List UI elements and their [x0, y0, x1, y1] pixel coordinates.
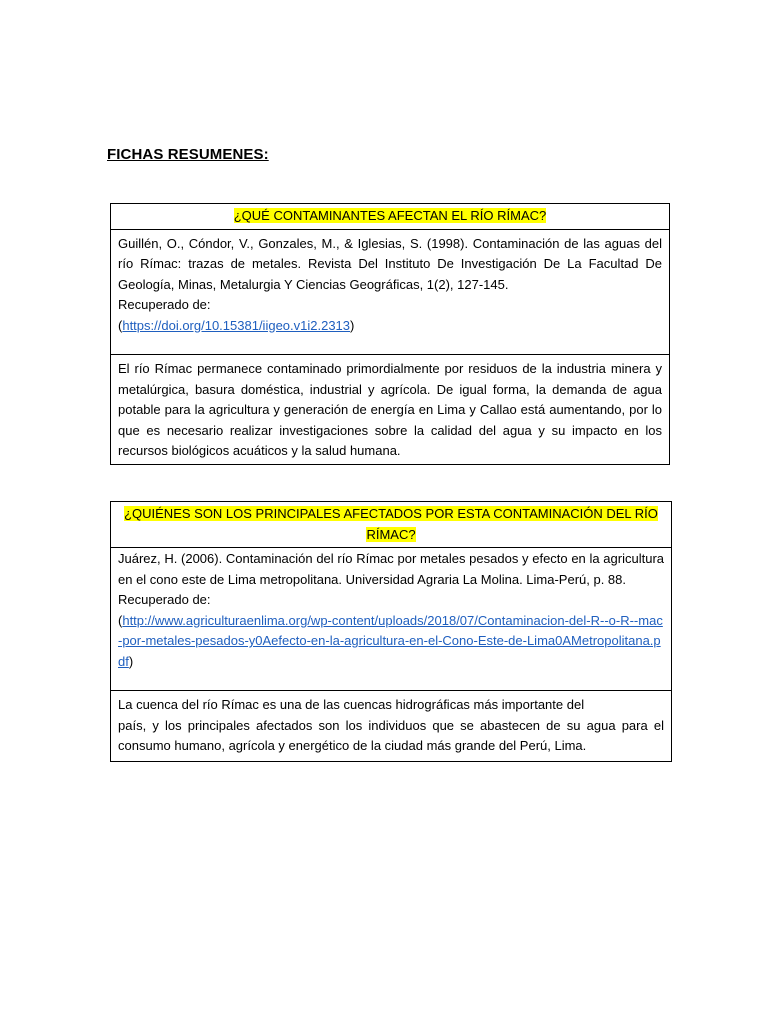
card-reference: Guillén, O., Cóndor, V., Gonzales, M., & Iglesias, S. (1998). Contaminación de las aguas del río Rímac: trazas de metales. Revista Del Instituto De Investigación De La Facultad De Geología, Minas, Metalurgia Y Ciencias Geográficas, 1(2), 127-145. [118, 235, 662, 292]
card-question-cell [111, 502, 671, 548]
reference-link-line [118, 316, 662, 337]
page-title: FICHAS RESUMENES: [107, 146, 269, 163]
card-summary-cell [111, 355, 669, 464]
retrieved-label: Recuperado de: [118, 592, 211, 607]
card-reference: Juárez, H. (2006). Contaminación del río Rímac por metales pesados y efecto en la agricultura en el cono este de Lima metropolitana. Universidad Agraria La Molina. Lima-Perú, p. 88. [118, 551, 664, 587]
paren-close: ) [350, 317, 355, 333]
paren-open: ( [118, 612, 123, 628]
reference-link[interactable]: http://www.agriculturaenlima.org/wp-content/uploads/2018/07/Contaminacion-del-R--o-R--mac-por-metales-pesados-y0Aefecto-en-la-agricultura-en-el-Cono-Este-de-Lima0AMetropolitana.pdf [118, 612, 663, 669]
summary-card-1 [110, 203, 670, 465]
card-question: ¿QUÉ CONTAMINANTES AFECTAN EL RÍO RÍMAC? [233, 208, 547, 223]
card-summary: El río Rímac permanece contaminado primordialmente por residuos de la industria minera y metalúrgica, basura doméstica, industrial y agrícola. De igual forma, la demanda de agua potable para la agricultura y generación de energía en Lima y Callao está aumentando, por lo que es necesario realizar investigaciones sobre la calidad del agua y su impacto en los recursos biológicos acuáticos y la salud humana. [118, 361, 662, 458]
card-summary-line-1: La cuenca del río Rímac es una de las cuencas hidrográficas más importante del [118, 697, 585, 712]
retrieved-label: Recuperado de: [118, 297, 211, 312]
paren-close: ) [128, 653, 134, 669]
card-question-cell [111, 204, 669, 230]
card-question: ¿QUIÉNES SON LOS PRINCIPALES AFECTADOS POR ESTA CONTAMINACIÓN DEL RÍO RÍMAC? [124, 506, 658, 542]
spacer [118, 336, 662, 350]
card-summary-cell [111, 691, 671, 761]
summary-card-2 [110, 501, 672, 762]
card-reference-cell [111, 230, 669, 356]
card-summary-line-2: país, y los principales afectados son los individuos que se abastecen de su agua para el consumo humano, agrícola y energético de la ciudad más grande del Perú, Lima. [118, 717, 664, 753]
card-reference-cell [111, 548, 671, 691]
reference-link[interactable]: https://doi.org/10.15381/iigeo.v1i2.2313 [122, 317, 351, 333]
paren-open: ( [118, 317, 123, 333]
reference-link-line [118, 611, 664, 673]
